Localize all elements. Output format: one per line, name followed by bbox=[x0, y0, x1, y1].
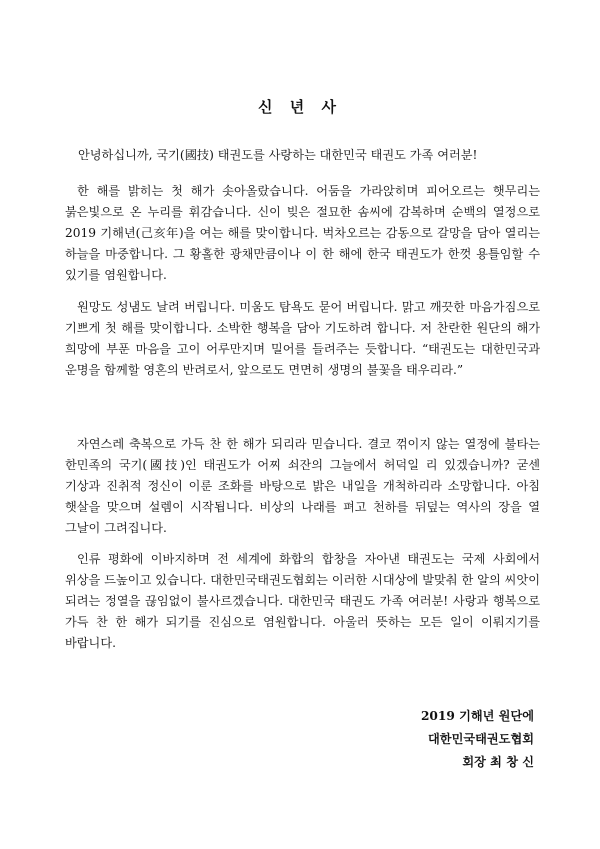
body-paragraph: 한 해를 밝히는 첫 해가 솟아올랐습니다. 어둠을 가라앉히며 피어오르는 햇무리는 붉은빛으로 온 누리를 휘감습니다. 신이 빚은 절묘한 솜씨에 감복하며 순백의 열정으로 2019 기해년(己亥年)을 여는 해를 맞이합니다. 벅차오르는 감동으로 갈망을 담아 열리는 하늘을 마중합니다. 그 황홀한 광채만큼이나 이 한 해에 한국 태권도가 한껏 용틀임할 수 있기를 염원합니다. bbox=[65, 184, 540, 282]
signature-organization: 대한민국태권도협회 bbox=[428, 732, 534, 746]
body-paragraph: 자연스레 축복으로 가득 찬 한 해가 되리라 믿습니다. 결코 꺾이지 않는 열정에 불타는 한민족의 국기(國技)인 태권도가 어찌 쇠잔의 그늘에서 허덕일 리 있겠습니까? 굳센 기상과 진취적 정신이 이룬 조화를 바탕으로 밝은 내일을 개척하리라 소망합니다. 아침 햇살을 맞으며 설렘이 시작됩니다. 비상의 나래를 펴고 천하를 뒤덮는 역사의 장을 열 그날이 그려집니다. bbox=[65, 437, 540, 535]
greeting-line: 안녕하십니까, 국기(國技) 태권도를 사랑하는 대한민국 태권도 가족 여러분! bbox=[78, 148, 478, 162]
signature-block bbox=[421, 705, 534, 774]
body-paragraph: 인류 평화에 이바지하며 전 세계에 화합의 합창을 자아낸 태권도는 국제 사회에서 위상을 드높이고 있습니다. 대한민국태권도협회는 이러한 시대상에 발맞춰 한 알의 씨앗이 되려는 정열을 끊임없이 불사르겠습니다. 대한민국 태권도 가족 여러분! 사랑과 행복으로 가득 찬 한 해가 되기를 진심으로 염원합니다. 아울러 뜻하는 모든 일이 이뤄지기를 바랍니다. bbox=[65, 552, 540, 650]
body-paragraph: 원망도 성냄도 날려 버립니다. 미움도 탐욕도 묻어 버립니다. 맑고 깨끗한 마음가짐으로 기쁘게 첫 해를 맞이합니다. 소박한 행복을 담아 기도하려 합니다. 저 찬란한 원단의 해가 희망에 부푼 마음을 고이 어루만지며 밀어를 들려주는 듯합니다. “태권도는 대한민국과 운명을 함께할 영혼의 반려로서, 앞으로도 면면히 생명의 불꽃을 태우리라.” bbox=[65, 300, 540, 377]
document-title: 신 년 사 bbox=[258, 98, 342, 116]
signature-date: 2019 기해년 원단에 bbox=[420, 709, 534, 723]
signature-author: 회장 최 창 신 bbox=[462, 755, 534, 769]
